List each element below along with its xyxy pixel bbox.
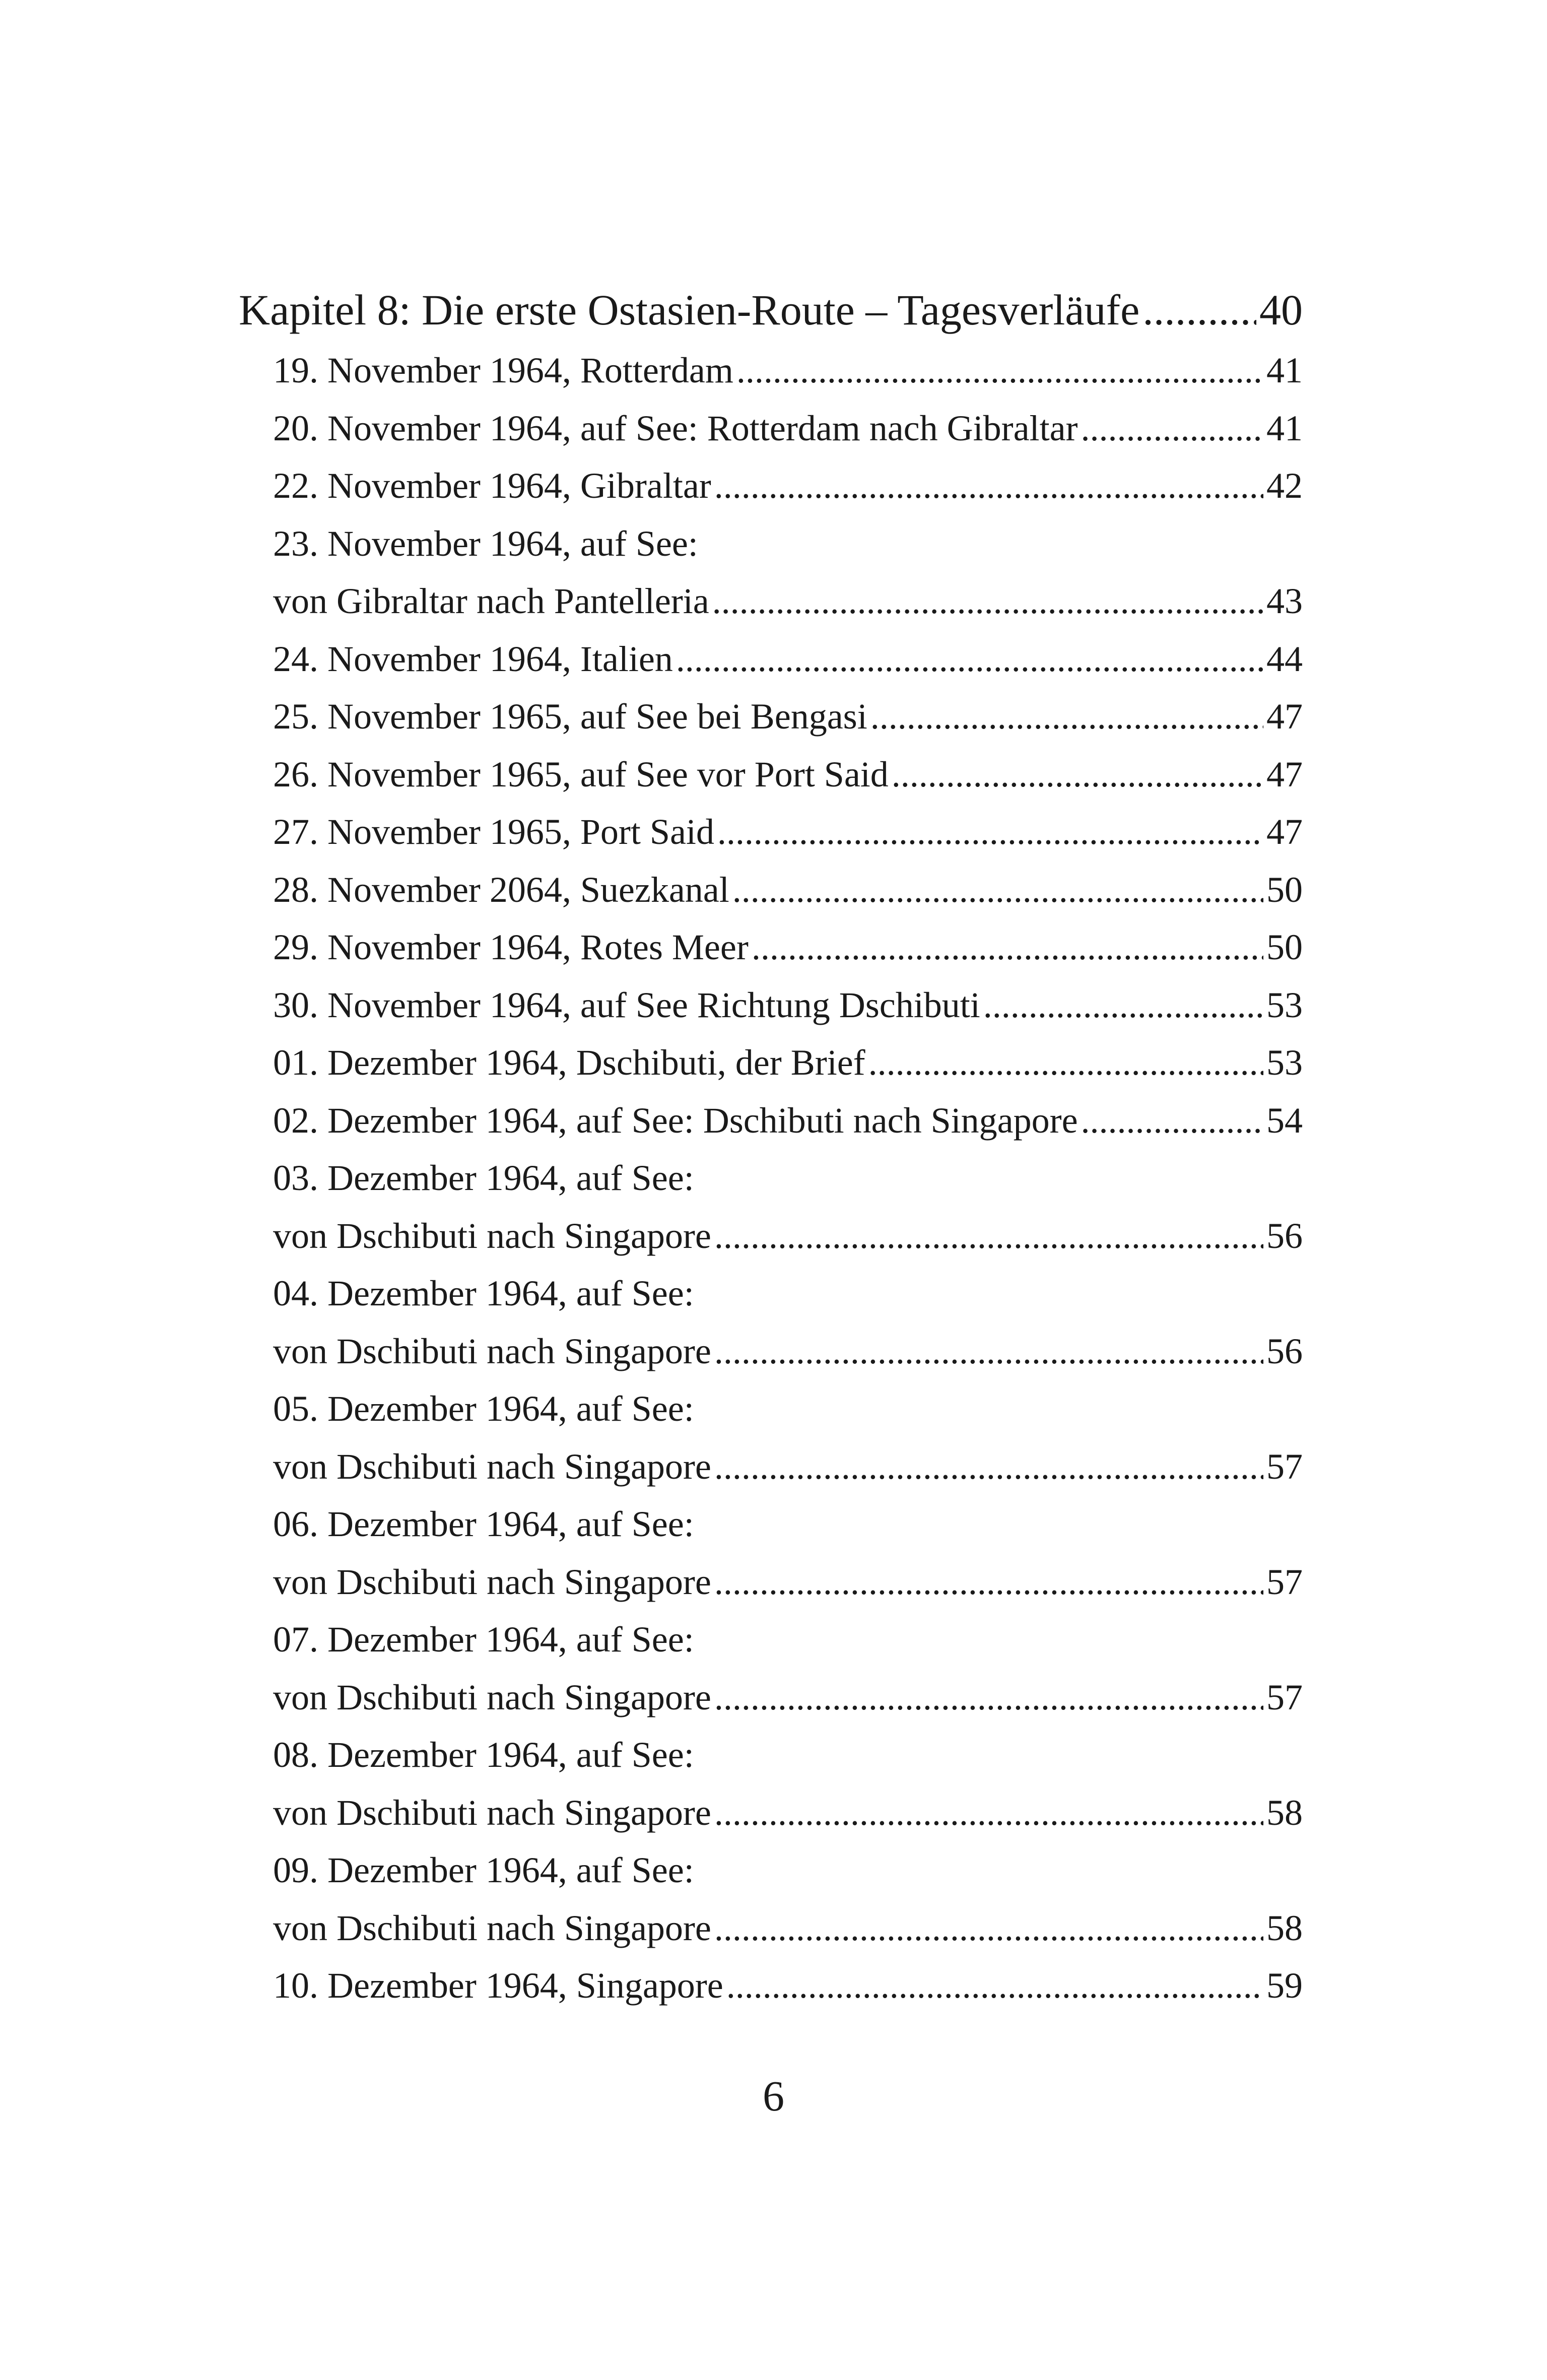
toc-entry (239, 572, 1303, 630)
toc-entry (239, 1957, 1303, 2015)
toc-entry (239, 746, 1303, 804)
toc-entry-page-number: 58 (1266, 1792, 1303, 1833)
toc-entry (239, 976, 1303, 1034)
toc-entry-page-number: 47 (1266, 754, 1303, 795)
toc-entry (239, 1669, 1303, 1727)
dot-leader (1081, 400, 1264, 457)
toc-entry-label: von Dschibuti nach Singapore (273, 1215, 711, 1256)
toc-entry (239, 918, 1303, 976)
dot-leader (736, 342, 1263, 400)
toc-entry-label: von Dschibuti nach Singapore (273, 1561, 711, 1602)
toc-entry-label: 03. Dezember 1964, auf See: (273, 1158, 694, 1198)
toc-entry (239, 688, 1303, 746)
toc-entry-label: 20. November 1964, auf See: Rotterdam nach Gibraltar (273, 408, 1078, 448)
toc-entry (239, 803, 1303, 861)
toc-entry-label: 04. Dezember 1964, auf See: (273, 1273, 694, 1313)
dot-leader (712, 572, 1263, 630)
toc-entry (239, 515, 1303, 573)
toc-entry-label: 24. November 1964, Italien (273, 638, 673, 679)
toc-entry (239, 1380, 1303, 1438)
toc-entry-label: 09. Dezember 1964, auf See: (273, 1850, 694, 1890)
dot-leader (714, 1323, 1263, 1380)
toc-entry-page-number: 47 (1266, 812, 1303, 852)
toc-entry-label: 06. Dezember 1964, auf See: (273, 1504, 694, 1544)
chapter-heading-row (239, 278, 1303, 342)
toc-entry-label: 23. November 1964, auf See: (273, 523, 698, 564)
toc-entry-page-number: 54 (1266, 1100, 1303, 1141)
toc-entry-page-number: 44 (1266, 638, 1303, 679)
toc-entry-label: 25. November 1965, auf See bei Bengasi (273, 696, 867, 737)
toc-entry-list (239, 342, 1303, 2015)
chapter-title: Kapitel 8: Die erste Ostasien-Route – Tagesverläufe (239, 286, 1140, 334)
toc-entry-page-number: 57 (1266, 1446, 1303, 1487)
toc-entry-label: 07. Dezember 1964, auf See: (273, 1619, 694, 1660)
dot-leader (726, 1957, 1263, 2015)
toc-entry-label: 22. November 1964, Gibraltar (273, 466, 711, 506)
toc-entry-label: von Dschibuti nach Singapore (273, 1907, 711, 1948)
table-of-contents (239, 278, 1303, 2015)
toc-entry (239, 1611, 1303, 1669)
dot-leader (714, 1438, 1263, 1496)
dot-leader (870, 688, 1263, 746)
toc-entry (239, 1092, 1303, 1150)
dot-leader (714, 1784, 1263, 1842)
dot-leader (717, 803, 1263, 861)
toc-entry (239, 1207, 1303, 1265)
toc-entry (239, 1899, 1303, 1957)
dot-leader (983, 976, 1263, 1034)
toc-entry (239, 1495, 1303, 1553)
toc-entry-page-number: 41 (1266, 408, 1303, 448)
toc-entry-label: von Dschibuti nach Singapore (273, 1792, 711, 1833)
toc-entry-label: 30. November 1964, auf See Richtung Dschibuti (273, 984, 980, 1025)
dot-leader (714, 1553, 1263, 1611)
toc-entry-label: von Dschibuti nach Singapore (273, 1331, 711, 1371)
dot-leader (892, 746, 1263, 804)
dot-leader (714, 1899, 1263, 1957)
toc-entry-page-number: 43 (1266, 581, 1303, 621)
toc-entry-label: 08. Dezember 1964, auf See: (273, 1735, 694, 1775)
toc-entry-label: 19. November 1964, Rotterdam (273, 350, 733, 390)
toc-entry-page-number: 41 (1266, 350, 1303, 390)
toc-entry-page-number: 59 (1266, 1965, 1303, 2006)
toc-entry (239, 1726, 1303, 1784)
toc-entry-label: von Dschibuti nach Singapore (273, 1677, 711, 1717)
toc-entry-label: 02. Dezember 1964, auf See: Dschibuti nach Singapore (273, 1100, 1078, 1141)
toc-entry (239, 1784, 1303, 1842)
toc-entry-label: 29. November 1964, Rotes Meer (273, 927, 749, 967)
toc-entry-label: 01. Dezember 1964, Dschibuti, der Brief (273, 1042, 865, 1083)
toc-entry (239, 1323, 1303, 1380)
toc-entry (239, 342, 1303, 400)
dot-leader (676, 630, 1263, 688)
toc-entry (239, 1034, 1303, 1092)
toc-entry-label: von Gibraltar nach Pantelleria (273, 581, 709, 621)
dot-leader (752, 918, 1263, 976)
toc-entry-label: von Dschibuti nach Singapore (273, 1446, 711, 1487)
toc-entry (239, 630, 1303, 688)
chapter-page-number: 40 (1259, 286, 1303, 334)
toc-entry (239, 861, 1303, 919)
dot-leader (732, 861, 1263, 919)
toc-entry-label: 10. Dezember 1964, Singapore (273, 1965, 723, 2006)
dot-leader (714, 1207, 1263, 1265)
toc-entry-label: 27. November 1965, Port Said (273, 812, 714, 852)
toc-entry-page-number: 57 (1266, 1561, 1303, 1602)
toc-entry-page-number: 58 (1266, 1907, 1303, 1948)
toc-entry-page-number: 50 (1266, 869, 1303, 910)
page-number-footer: 6 (763, 2072, 784, 2120)
toc-entry-page-number: 50 (1266, 927, 1303, 967)
toc-entry-label: 28. November 2064, Suezkanal (273, 869, 729, 910)
toc-entry-page-number: 57 (1266, 1677, 1303, 1717)
toc-entry (239, 1438, 1303, 1496)
toc-entry (239, 1841, 1303, 1899)
toc-entry-page-number: 56 (1266, 1331, 1303, 1371)
dot-leader (1081, 1092, 1263, 1150)
toc-entry-label: 26. November 1965, auf See vor Port Said (273, 754, 889, 795)
toc-entry-page-number: 53 (1266, 1042, 1303, 1083)
toc-entry (239, 1553, 1303, 1611)
toc-entry-label: 05. Dezember 1964, auf See: (273, 1389, 694, 1429)
toc-entry-page-number: 56 (1266, 1215, 1303, 1256)
toc-entry-page-number: 53 (1266, 984, 1303, 1025)
toc-entry (239, 457, 1303, 515)
toc-entry (239, 1265, 1303, 1323)
toc-entry-page-number: 47 (1266, 696, 1303, 737)
dot-leader (868, 1034, 1263, 1092)
dot-leader (714, 1669, 1263, 1727)
toc-entry (239, 400, 1303, 457)
dot-leader (1142, 278, 1256, 342)
toc-entry (239, 1149, 1303, 1207)
toc-entry-page-number: 42 (1266, 466, 1303, 506)
dot-leader (714, 457, 1263, 515)
